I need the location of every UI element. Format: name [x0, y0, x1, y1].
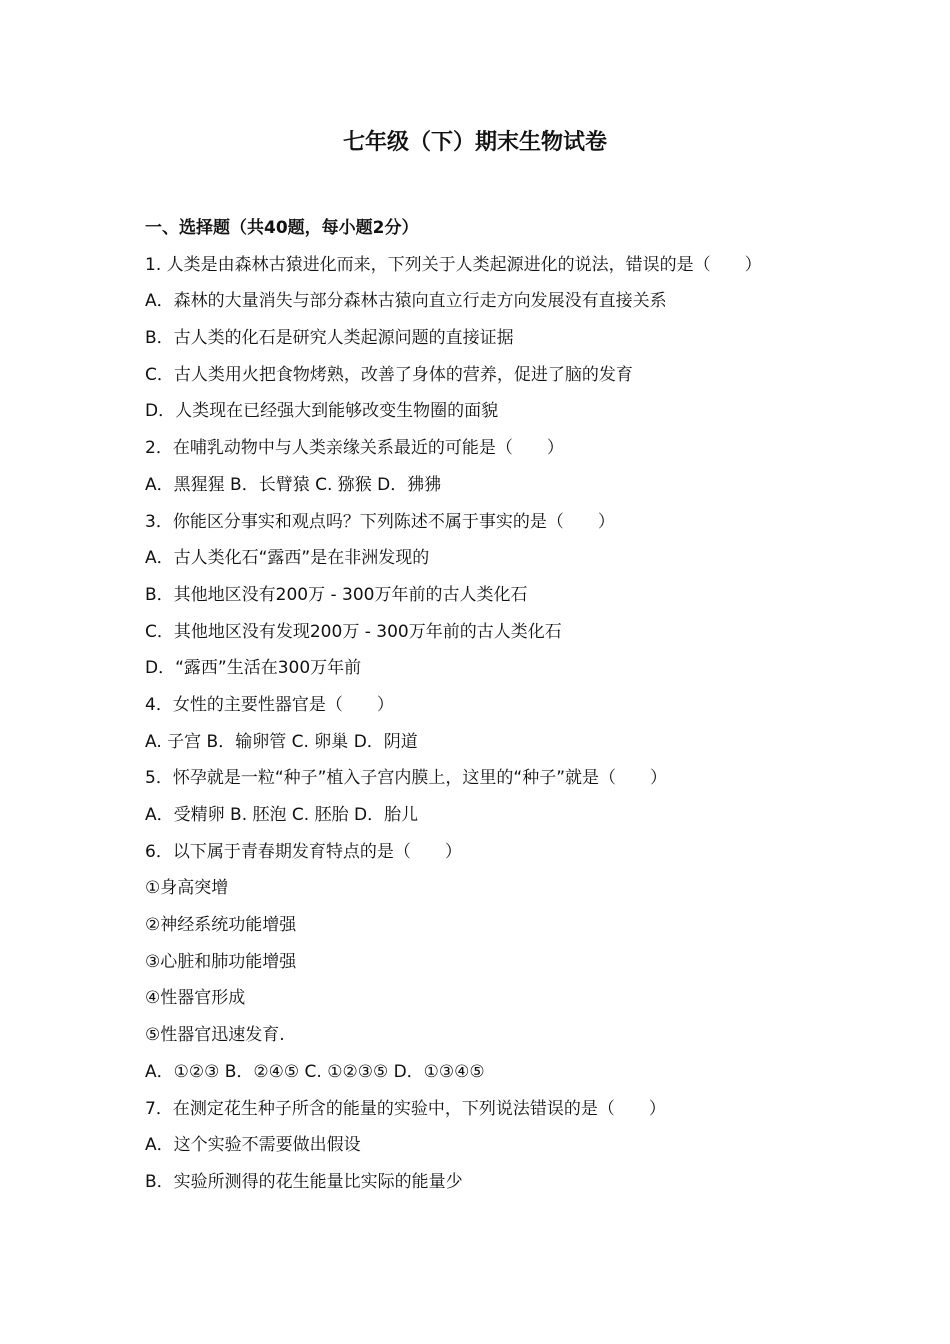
answer-line: A. 子宫 B．输卵管 C. 卵巢 D．阴道 — [145, 731, 418, 752]
section-heading: 一、选择题（共40题，每小题2分） — [145, 218, 419, 238]
answer-line: B．实验所测得的花生能量比实际的能量少 — [145, 1171, 463, 1192]
question-stem: 2．在哺乳动物中与人类亲缘关系最近的可能是（ ） — [145, 438, 564, 459]
question-stem: 3．你能区分事实和观点吗？下列陈述不属于事实的是（ ） — [145, 511, 615, 532]
answer-line: B．其他地区没有200万 - 300万年前的古人类化石 — [145, 584, 528, 605]
answer-line: A．受精卵 B. 胚泡 C. 胚胎 D．胎儿 — [145, 805, 419, 825]
answer-line: ④性器官形成 — [145, 988, 246, 1009]
answer-line: ③心脏和肺功能增强 — [145, 951, 297, 972]
question-stem: 1. 人类是由森林古猿进化而来，下列关于人类起源进化的说法，错误的是（ ） — [145, 254, 762, 275]
answer-line: B．古人类的化石是研究人类起源问题的直接证据 — [145, 328, 514, 349]
answer-line: D．“露西”生活在300万年前 — [145, 658, 362, 679]
answer-line: ②神经系统功能增强 — [145, 915, 297, 936]
answer-line: ①身高突增 — [145, 878, 229, 899]
document-body — [145, 210, 845, 1201]
answer-line: C．其他地区没有发现200万 - 300万年前的古人类化石 — [145, 621, 562, 642]
answer-line: D．人类现在已经强大到能够改变生物圈的面貌 — [145, 401, 499, 422]
answer-line: C．古人类用火把食物烤熟，改善了身体的营养，促进了脑的发育 — [145, 364, 633, 385]
question-stem: 4．女性的主要性器官是（ ） — [145, 694, 394, 715]
answer-line: A．森林的大量消失与部分森林古猿向直立行走方向发展没有直接关系 — [145, 291, 667, 312]
answer-line: A．①②③ B．②④⑤ C. ①②③⑤ D．①③④⑤ — [145, 1061, 485, 1082]
question-stem: 7．在测定花生种子所含的能量的实验中，下列说法错误的是（ ） — [145, 1098, 666, 1119]
answer-line: A．古人类化石“露西”是在非洲发现的 — [145, 548, 430, 569]
question-stem: 6．以下属于青春期发育特点的是（ ） — [145, 841, 462, 862]
answer-line: A．黑猩猩 B．长臂猿 C. 猕猴 D．狒狒 — [145, 474, 442, 495]
page-title: 七年级（下）期末生物试卷 — [342, 130, 607, 155]
answer-line: ⑤性器官迅速发育. — [145, 1025, 285, 1046]
question-stem: 5．怀孕就是一粒“种子”植入子宫内膜上，这里的“种子”就是（ ） — [145, 768, 668, 789]
answer-line: A．这个实验不需要做出假设 — [145, 1135, 361, 1156]
